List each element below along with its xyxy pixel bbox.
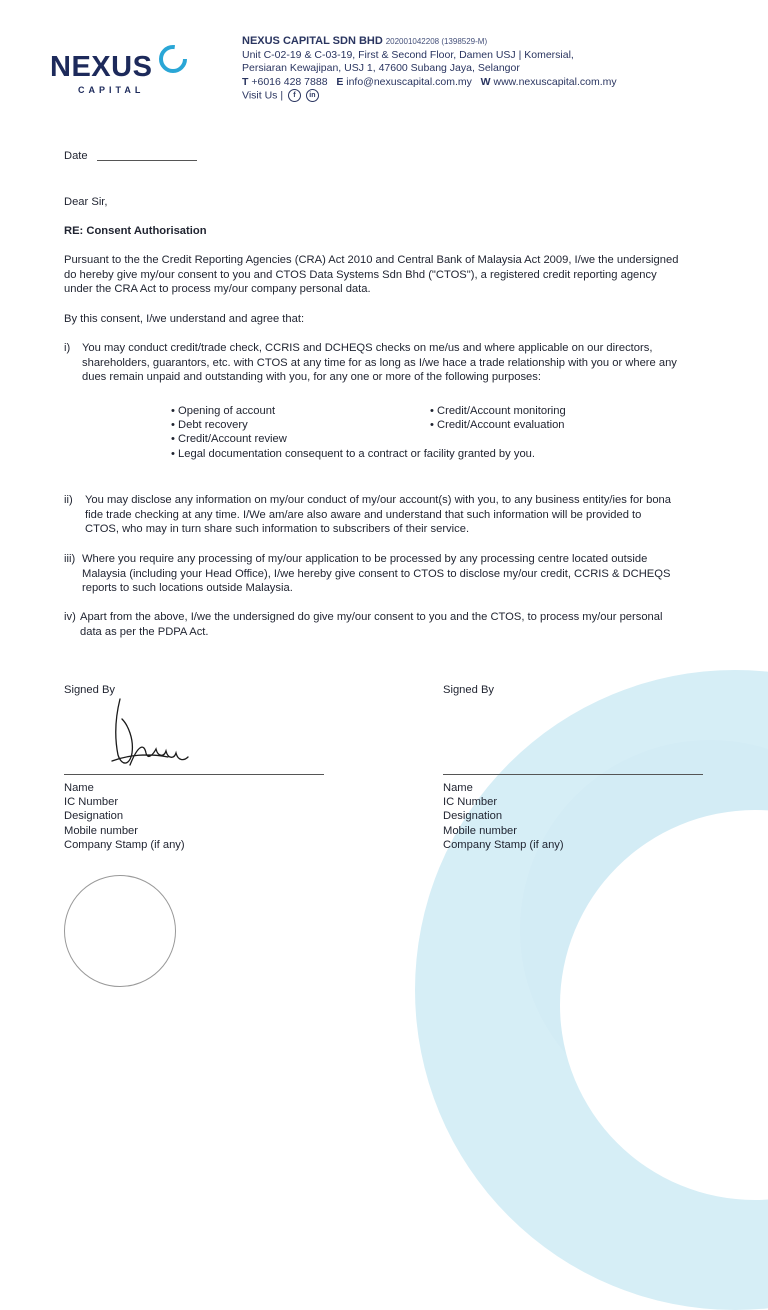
subject-line: RE: Consent Authorisation [64,225,207,237]
facebook-icon[interactable]: f [288,89,301,102]
ic-number-label: IC Number [64,796,119,808]
bullet-item: • Legal documentation consequent to a contract or facility granted by you. [171,448,536,460]
intro-line: do hereby give my/our consent to you and CTOS Data Systems Sdn Bhd ("CTOS"), a registered credit reporting agency [64,268,657,281]
clause-number: iii) [64,553,76,565]
bullet-item: • Credit/Account review [171,433,287,445]
address-line-2: Persiaran Kewajipan, USJ 1, 47600 Subang Jaya, Selangor [242,62,520,75]
phone-number: +6016 428 7888 [251,75,328,88]
designation-label: Designation [64,810,124,822]
company-stamp-label: Company Stamp (if any) [443,839,564,851]
logo-ring-icon [156,42,190,76]
bullet-item: • Opening of account [171,405,276,417]
email-link[interactable]: info@nexuscapital.com.my [346,75,472,88]
company-stamp-area[interactable] [64,875,176,987]
handwritten-signature-image [108,695,198,775]
linkedin-icon[interactable]: in [306,89,319,102]
mobile-number-label: Mobile number [443,825,517,837]
clause-line: You may disclose any information on my/our conduct of my/our account(s) with you, to any business entity/ies for bona [85,494,671,506]
clause-line: data as per the PDPA Act. [80,625,209,638]
website-link[interactable]: www.nexuscapital.com.my [493,75,617,88]
clause-line: fide trade checking at any time. I/We am/are also aware and understand that such information will be provided to [85,508,642,521]
company-name: NEXUS CAPITAL SDN BHD [242,35,383,47]
designation-label: Designation [443,810,503,822]
salutation: Dear Sir, [64,196,108,208]
visit-us-label: Visit Us | [242,89,284,102]
company-logo [50,40,200,100]
address-line-1: Unit C-02-19 & C-03-19, First & Second Floor, Damen USJ | Komersial, [242,48,574,61]
clause-number: ii) [64,494,73,506]
clause-line: shareholders, guarantors, etc. with CTOS at any time for as long as I/we hace a trade relationship with you or where any [82,356,677,369]
company-reg-no: 202001042208 (1398529-M) [385,37,488,46]
clause-line: Malaysia (including your Head Office), I/we hereby give consent to CTOS to disclose my/our credit, CCRIS & DCHEQS [82,567,671,580]
clause-number: i) [64,342,71,354]
clause-line: You may conduct credit/trade check, CCRIS and DCHEQS checks on me/us and where applicable on our directors, [82,342,653,354]
signature-line[interactable] [64,774,324,775]
intro-line: Pursuant to the the Credit Reporting Agencies (CRA) Act 2010 and Central Bank of Malaysia Act 2009, I/we the undersigned [64,254,679,266]
clause-line: Where you require any processing of my/our application to be processed by any processing centre located outside [82,553,648,565]
bullet-item: • Debt recovery [171,419,248,431]
bullet-item: • Credit/Account monitoring [430,405,566,417]
ic-number-label: IC Number [443,796,498,808]
paragraph-intro [64,253,714,297]
intro-line: under the CRA Act to process my/our company personal data. [64,283,371,296]
logo-wordmark: NEXUS [50,51,153,83]
company-stamp-label: Company Stamp (if any) [64,839,185,851]
company-header [242,35,742,103]
contact-line [242,76,742,90]
date-label: Date [64,150,88,162]
signed-by-label: Signed By [443,684,494,696]
name-label: Name [443,782,473,794]
clause-number: iv) [64,611,76,623]
clause-line: CTOS, who may in turn share such information to subscribers of their service. [85,523,470,536]
signature-line[interactable] [443,774,703,775]
tel-label: T [242,75,249,88]
mobile-number-label: Mobile number [64,825,138,837]
clause-line: Apart from the above, I/we the undersigned do give my/our consent to you and the CTOS, to process my/our personal [80,611,663,623]
email-label: E [336,75,344,88]
logo-subtitle: CAPITAL [78,85,145,95]
web-label: W [480,75,491,88]
date-field[interactable] [97,160,197,161]
signed-by-label: Signed By [64,684,115,696]
name-label: Name [64,782,94,794]
clause-line: reports to such locations outside Malaysia. [82,582,293,595]
clause-line: dues remain unpaid and outstanding with you, for any one or more of the following purposes: [82,371,541,384]
paragraph-consent: By this consent, I/we understand and agree that: [64,313,305,325]
social-line [242,89,742,103]
bullet-item: • Credit/Account evaluation [430,419,565,431]
